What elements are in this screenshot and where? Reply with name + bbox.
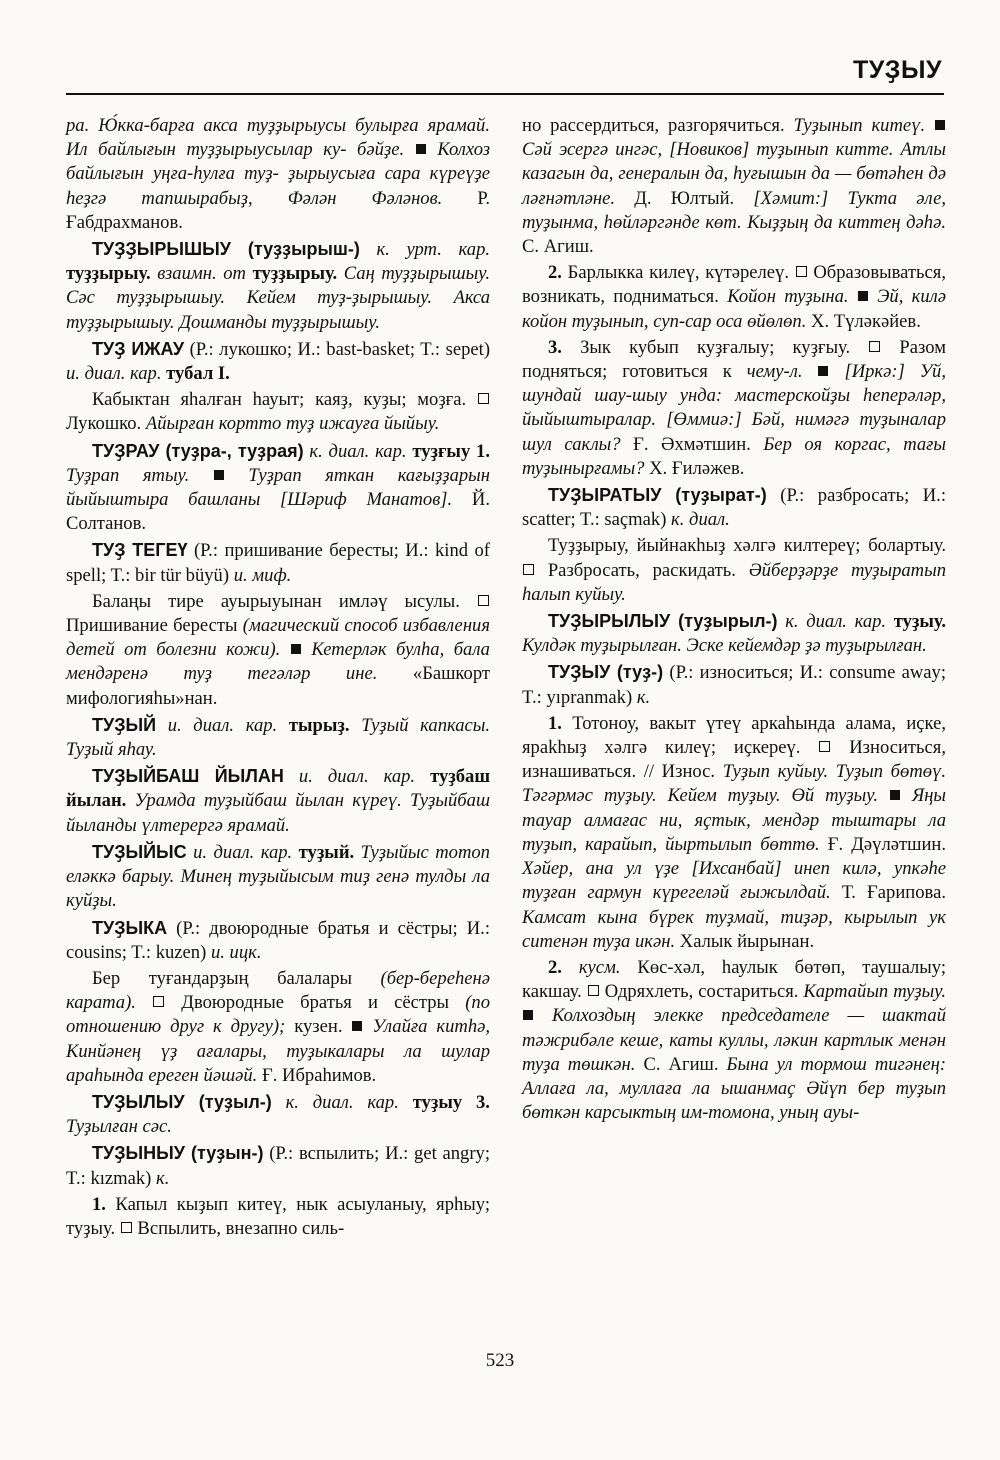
translation-note: (магический способ избавления детей от болезни кожи).	[66, 615, 490, 661]
example-text: Әйберҙәрҙе туҙыратып һалып куйыу.	[522, 559, 947, 605]
translation: Лукошко.	[66, 413, 142, 435]
headword: ТУҘ ИЖАУ	[92, 338, 185, 359]
example-text: Туҙый капкасы. Туҙый яһау.	[66, 714, 491, 761]
headword: ТУҘЫЛЫУ (туҙыл-)	[92, 1091, 272, 1112]
cross-reference: туҙҙырыу.	[252, 263, 338, 285]
example-text: Кетерләк булһа, бала мендәренә туҙ тегәләр ине.	[66, 639, 490, 685]
grammar-label: к. диал. кар.	[309, 440, 407, 462]
source-author: Д. Юлтый.	[634, 187, 735, 209]
entry-continuation	[522, 114, 946, 259]
headword: ТУҘЫРАТЫУ (туҙырат-)	[548, 485, 767, 506]
example-text: Туҙрап яткан кағыҙҙарын йыйыштыра башланы [Шәриф Манатов].	[66, 464, 490, 511]
header-rule	[66, 93, 944, 95]
source-author: Т. Ғарипова.	[841, 882, 946, 904]
sense-number: 2.	[548, 956, 562, 978]
translation-marker-icon	[478, 595, 489, 606]
dictionary-entry	[66, 337, 490, 386]
definition	[66, 388, 490, 436]
sense-number: 2.	[548, 262, 562, 284]
example-text: Сәй эсергә ингәс, [Новиков] туҙынып китте. Атлы казагын да, генералын да, һуғышын да — бөтәһен дә ләғнәтләне.	[522, 139, 946, 209]
example-text: [Хәмит:] Тукта әле, туҙынма, һөйләргәнде көт. Кыҙҙың да киттең дәһә.	[522, 187, 946, 233]
headword: ТУҘЫЙБАШ ЙЫЛАН	[92, 766, 284, 787]
dictionary-entry	[66, 1141, 490, 1190]
dictionary-entry	[522, 660, 946, 709]
grammar-label: и. диал. кар.	[66, 363, 162, 385]
definition	[66, 590, 490, 711]
source-author: Х. Ғиләжев.	[649, 457, 745, 479]
grammar-label: и. миф.	[233, 564, 292, 586]
example-text: Камсат кына бүрек туҙмай, тиҙәр, кырылып ук ситенән туҙа икән.	[522, 906, 946, 952]
example-text: Кулдәк туҙырылған. Эске кейемдәр ҙә туҙырылған.	[522, 635, 927, 657]
grammar-label: кусм.	[578, 956, 621, 978]
headword: ТУҘЫРЫЛЫУ (туҙырыл-)	[548, 611, 778, 632]
definition-text: Балаңы тире ауырыуынан имләү ысулы.	[92, 590, 460, 612]
translation: Одряхлеть, состариться.	[604, 981, 799, 1003]
translation-note: (по отношению друг к другу);	[66, 992, 490, 1038]
grammar-label: к. диал.	[671, 509, 730, 531]
translation: Разом подняться; готовиться к	[522, 336, 946, 383]
grammar-label: кар.	[458, 239, 491, 261]
example-text: Колхоздың элекке председателе — шактай тәжрибәле кеше, каты куллы, ләкин картлык менән туҙа төшкән.	[522, 1005, 947, 1075]
grammar-label: и. ицк.	[210, 941, 262, 963]
example-text: Туҙрап ятыу.	[66, 464, 190, 486]
translation-marker-icon	[819, 741, 830, 752]
headword: ТУҘЫУ (туҙ-)	[548, 662, 664, 683]
translation-marker-icon	[121, 1222, 132, 1233]
cross-reference: туҙыу 3.	[412, 1091, 490, 1113]
example-text: [Иркә:] Уй, шундай шау-шыу унда: мастерскойҙы һеперәләр, йыйыштыралар. [Өммиә:] Бәй, нимәгә туҙыналар шул саклы?	[522, 361, 946, 455]
running-head: ТУҘЫУ	[852, 56, 942, 84]
translation-marker-icon	[153, 996, 164, 1007]
cross-reference: тубал I.	[166, 363, 230, 385]
grammar-label: и. диал. кар.	[298, 766, 416, 788]
example-text: ярамай. Ил байлығын туҙҙырыусылар ку-	[66, 115, 490, 161]
translation: Износиться, изнашиваться. // Износ.	[522, 737, 946, 783]
translation-marker-icon	[523, 564, 534, 575]
sense-number: 1.	[92, 1193, 106, 1215]
source-author: С. Агиш.	[643, 1053, 719, 1075]
example-text: бәйҙе.	[357, 139, 405, 161]
source-author: Р. Ғабдрахманов.	[66, 187, 491, 233]
dictionary-entry	[66, 237, 490, 335]
translation-marker-icon	[869, 341, 880, 352]
definition	[522, 956, 946, 1125]
cross-reference: туҙҙырыу.	[66, 263, 151, 285]
sense-number: 3.	[548, 336, 562, 358]
headword: ТУҘҘЫРЫШЫУ (туҙҙырыш-)	[92, 239, 360, 260]
example-marker-icon	[416, 144, 426, 154]
definition-text: Тотоноу, вакыт үтеү аркаһында алама, иҫке, яраkһыҙ хәлгә килеү; иҫкереү.	[522, 712, 946, 759]
source-author: Ғ. Әхмәтшин.	[633, 433, 751, 455]
grammar-label: к. диал. кар.	[785, 611, 887, 633]
example-text: Саң туҙҙырышыу. Сәс туҙҙырышыу. Кейем туҙ-ҙырышыу. Акса туҙҙырышыу. Дошманды туҙҙырышыу.	[66, 263, 490, 333]
headword: ТУҘЫНЫУ (туҙын-)	[92, 1143, 264, 1164]
definition-text: Барлыкка килеү, күтәрелеү.	[567, 262, 789, 284]
right-column	[522, 114, 946, 1125]
example-text: Яңы тауар алмағас ни, яҫтык, мендәр тыштары ла туҙып, карайып, йыртылып бөттө.	[522, 785, 947, 855]
example-marker-icon	[858, 291, 868, 301]
equivalents: (Р.: износиться; И.: consume away; T.: yıpranmak)	[522, 662, 946, 708]
cross-reference: туҙый.	[298, 841, 355, 863]
left-column	[66, 114, 490, 1241]
definition-text: Туҙҙырыу, йыйнакһыҙ хәлгә килтереү; болартыу.	[548, 535, 946, 557]
headword: ТУҘЫЙ	[92, 714, 157, 735]
entry-continuation	[66, 114, 490, 235]
example-marker-icon	[890, 790, 900, 800]
example-text: Бер оя коргас, тағы туҙынырғамы?	[522, 433, 946, 479]
translation: взаимн. от	[157, 263, 246, 285]
cross-reference: туҙыу.	[893, 611, 946, 633]
dictionary-entry	[66, 713, 490, 762]
grammar-label: к. диал. кар.	[285, 1091, 399, 1113]
source-author: Х. Түләкәйев.	[811, 310, 921, 332]
example-text: Айырған кортто туҙ ижауға йыйыу.	[145, 413, 440, 435]
source-author: С. Агиш.	[522, 236, 594, 258]
headword: ТУҘ ТЕГЕҮ	[92, 540, 188, 561]
translation-marker-icon	[478, 393, 489, 404]
example-text: Бына ул тормош тигәнең: Аллаға ла, муллаға ла ышанмаҫ Әйүп бер туҙып бөткән карсыктың им-томона, уның ауы-	[522, 1053, 947, 1124]
example-text: ҙырыусыға сара күреүҙе һеҙгә тапшырабыҙ,	[66, 163, 490, 209]
source-author: Халык йырынан.	[679, 930, 815, 952]
example-text: Урамда туҙыйбаш йылан күреү. Туҙыйбаш йыланды үлтерергә ярамай.	[66, 790, 490, 836]
translation-marker-icon	[796, 266, 807, 277]
definition-text: Зык кубып куҙғалыу; куҙғыу.	[580, 336, 851, 358]
dictionary-entry	[522, 609, 946, 658]
translation-note: чему-л.	[746, 361, 803, 383]
dictionary-entry	[66, 1090, 490, 1139]
translation: кузен.	[294, 1016, 343, 1038]
source-author: Ғ. Ибраһимов.	[261, 1064, 377, 1086]
grammar-label: к.	[636, 686, 651, 708]
example-marker-icon	[214, 470, 224, 480]
example-text: Туҙылған сәс.	[66, 1116, 172, 1138]
grammar-label: и. диал. кар.	[167, 714, 278, 736]
definition	[522, 261, 946, 334]
dictionary-entry	[66, 439, 490, 537]
definition	[522, 712, 946, 954]
source-author: Й. Солтанов.	[66, 489, 490, 535]
cross-reference: тырыҙ.	[288, 714, 350, 736]
cross-reference: туҙбаш йылан.	[66, 766, 491, 812]
definition-note: (бер-береһенә карата).	[66, 967, 490, 1014]
translation-marker-icon	[588, 985, 599, 996]
translation: Вспылить, внезапно силь-	[137, 1217, 345, 1239]
translation: Образовываться, возникать, подниматься.	[522, 262, 946, 308]
example-text: Туҙынып китеү.	[793, 115, 926, 136]
definition	[66, 967, 490, 1088]
example-text: Улайға китһә, Кинйәнең үҙ ағалары, туҙыкалары ла шулар араһында ереген йәшәй.	[66, 1016, 491, 1086]
grammar-label: к. урт.	[376, 239, 442, 261]
equivalents: (Р.: пришивание бересты; И.: kind of spell; T.: bir tür büyü)	[66, 540, 490, 586]
source-author: Ғ. Дәүләтшин.	[827, 833, 946, 855]
dictionary-entry	[66, 840, 490, 914]
definition	[522, 336, 946, 481]
dictionary-entry	[66, 764, 490, 838]
translation: Двоюродные братья и сёстры	[181, 992, 450, 1014]
example-text: Койон туҙына.	[727, 286, 849, 308]
example-marker-icon	[291, 644, 301, 654]
example-marker-icon	[818, 366, 828, 376]
definition-text: Кабыктан яһалған һауыт; каяҙ, куҙы; моҙға.	[92, 389, 467, 411]
example-text: Хәйер, ана ул үҙе [Ихсанбай] инеп килә, упкәһе туҙған гармун күрегеләй ғыжылдай.	[522, 858, 946, 904]
equivalents: (Р.: лукошко; И.: bast-basket; T.: sepet)	[189, 338, 491, 360]
example-text: Картайып туҙыу.	[803, 981, 946, 1003]
equivalents: (Р.: разбросать; И.: scatter; T.: saçmak)	[522, 485, 946, 531]
example-text: Колхоз байлығын уңға-һулға туҙ-	[66, 139, 491, 185]
equivalents: (Р.: вспылить; И.: get angry; T.: kızmak)	[66, 1143, 490, 1189]
example-text: ра. Ю́кка-барға акса туҙҙырыусы булырға	[66, 115, 419, 136]
definition-text: Капыл кыҙып китеү, нык асыуланыу, ярһыу; туҙыу.	[66, 1193, 490, 1239]
dictionary-entry	[522, 483, 946, 532]
definition-text: Көс-хәл, һаулык бөтөп, таушалыу; какшау.	[522, 956, 946, 1003]
headword: ТУҘРАУ (туҙра-, туҙрая)	[92, 440, 304, 461]
dictionary-entry	[66, 538, 490, 587]
example-text: Эй, килә койон туҙынып, суп-сар оса өйөлөп.	[522, 286, 947, 332]
example-marker-icon	[935, 120, 945, 130]
source-author: «Башкорт мифологияһы»нан.	[66, 663, 490, 709]
grammar-label: и. диал. кар.	[193, 841, 293, 863]
cross-reference: туҙғыу 1.	[412, 440, 490, 462]
translation: Пришивание бересты	[66, 615, 238, 637]
example-text: Фәлән Фәләнов.	[287, 187, 443, 209]
example-text: Туҙып куйыу. Туҙып бөтөү. Тәгәрмәс туҙыу. Кейем туҙыу. Өй туҙыу.	[522, 761, 946, 807]
definition	[522, 534, 946, 607]
headword: ТУҘЫЙЫС	[92, 841, 187, 862]
example-text: Туҙыйыс тотоп еләккә барыу. Минең туҙыйысым тиҙ генә тулды ла куйҙы.	[66, 841, 490, 912]
definition	[66, 1193, 490, 1241]
equivalents: (Р.: двоюродные братья и сёстры; И.: cousins; T.: kuzen)	[66, 917, 490, 963]
translation: но рассердиться, разгорячиться.	[522, 115, 785, 136]
sense-number: 1.	[548, 712, 562, 734]
definition-text: Бер туғандарҙың балалары	[92, 967, 352, 989]
grammar-label: к.	[156, 1167, 170, 1189]
page-number: 523	[485, 1350, 515, 1371]
translation: Разбросать, раскидать.	[547, 559, 736, 581]
dictionary-entry	[66, 916, 490, 965]
example-marker-icon	[523, 1010, 533, 1020]
example-marker-icon	[352, 1021, 362, 1031]
headword: ТУҘЫКА	[92, 917, 168, 938]
